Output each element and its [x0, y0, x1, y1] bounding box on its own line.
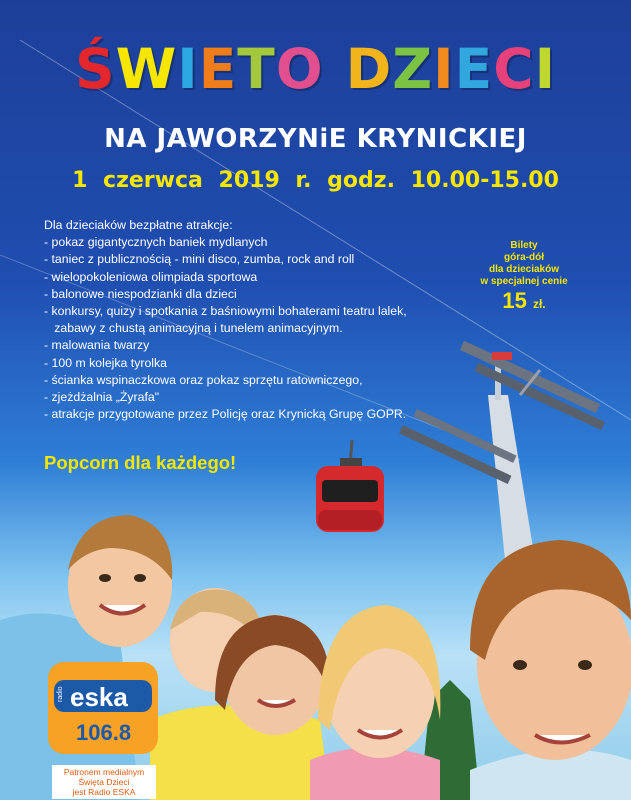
ticket-price-currency: zł.: [532, 297, 546, 311]
radio-frequency: 106.8: [76, 720, 132, 745]
child-left-boy: [0, 515, 172, 800]
title-letter: I: [177, 37, 199, 101]
title-letter: Ś: [74, 37, 116, 101]
list-item: - ścianka wspinaczkowa oraz pokaz sprzętu ratowniczego,: [44, 372, 363, 387]
radio-note-line: Patronem medialnym: [63, 767, 145, 777]
ticket-line: Bilety: [510, 240, 538, 251]
attractions-list: [44, 217, 407, 423]
title-letter: O: [275, 37, 324, 101]
radio-note-line: Święta Dzieci: [78, 777, 130, 787]
ticket-line: w specjalnej cenie: [480, 276, 568, 287]
child-blonde-girl: [310, 605, 440, 800]
ticket-line: góra-dół: [504, 252, 544, 263]
event-time: godz. 10.00-15.00: [327, 168, 559, 193]
list-item: - pokaz gigantycznych baniek mydlanych: [44, 235, 268, 250]
popcorn-note: Popcorn dla każdego!: [44, 452, 237, 473]
event-subtitle: NA JAWORZYNiE KRYNICKIEJ: [104, 124, 527, 154]
list-item: - 100 m kolejka tyrolka: [44, 355, 168, 370]
ticket-price: [474, 288, 574, 317]
ticket-offer: [474, 240, 574, 317]
title-letter: Z: [392, 37, 434, 101]
radio-patron-note: [52, 765, 156, 799]
list-item: - taniec z publicznością - mini disco, zumba, rock and roll: [44, 252, 355, 267]
radio-prefix: radio: [57, 686, 64, 702]
list-item: - malowania twarzy: [44, 338, 150, 353]
title-letter: T: [237, 37, 276, 101]
list-item: - konkursy, quizy i spotkania z baśniowymi bohaterami teatru lalek,: [44, 304, 407, 319]
list-item: zabawy z chustą animacyjną i tunelem animacyjnym.: [44, 321, 343, 336]
title-space: [324, 42, 346, 97]
title-letter: W: [115, 37, 178, 101]
event-day: 1 czerwca 2019 r.: [72, 168, 312, 193]
list-item: - atrakcje przygotowane przez Policję oraz Krynicką Grupę GOPR.: [44, 407, 407, 422]
title-letter: E: [198, 37, 238, 101]
ticket-price-value: 15: [502, 288, 527, 313]
title-letter: D: [345, 37, 393, 101]
title-letter: I: [534, 37, 557, 101]
list-item: Dla dzieciaków bezpłatne atrakcje:: [44, 218, 233, 232]
lift-tower-icon: [399, 341, 605, 560]
title-letter: I: [433, 37, 455, 101]
radio-note-line: jest Radio ESKA: [72, 787, 136, 797]
list-item: - zjeżdżalnia „Żyrafa": [44, 390, 160, 405]
title-letter: E: [454, 37, 494, 101]
radio-name: eska: [70, 682, 128, 712]
radio-eska-logo: [48, 662, 158, 754]
event-date: [0, 168, 631, 193]
list-item: - balonowe niespodzianki dla dzieci: [44, 286, 237, 301]
child-right-boy: [470, 540, 631, 800]
event-title: [0, 37, 631, 101]
title-letter: C: [493, 37, 535, 101]
ticket-line: dla dzieciaków: [488, 264, 560, 275]
list-item: - wielopokoleniowa olimpiada sportowa: [44, 269, 258, 284]
gondola-icon: [316, 440, 384, 532]
